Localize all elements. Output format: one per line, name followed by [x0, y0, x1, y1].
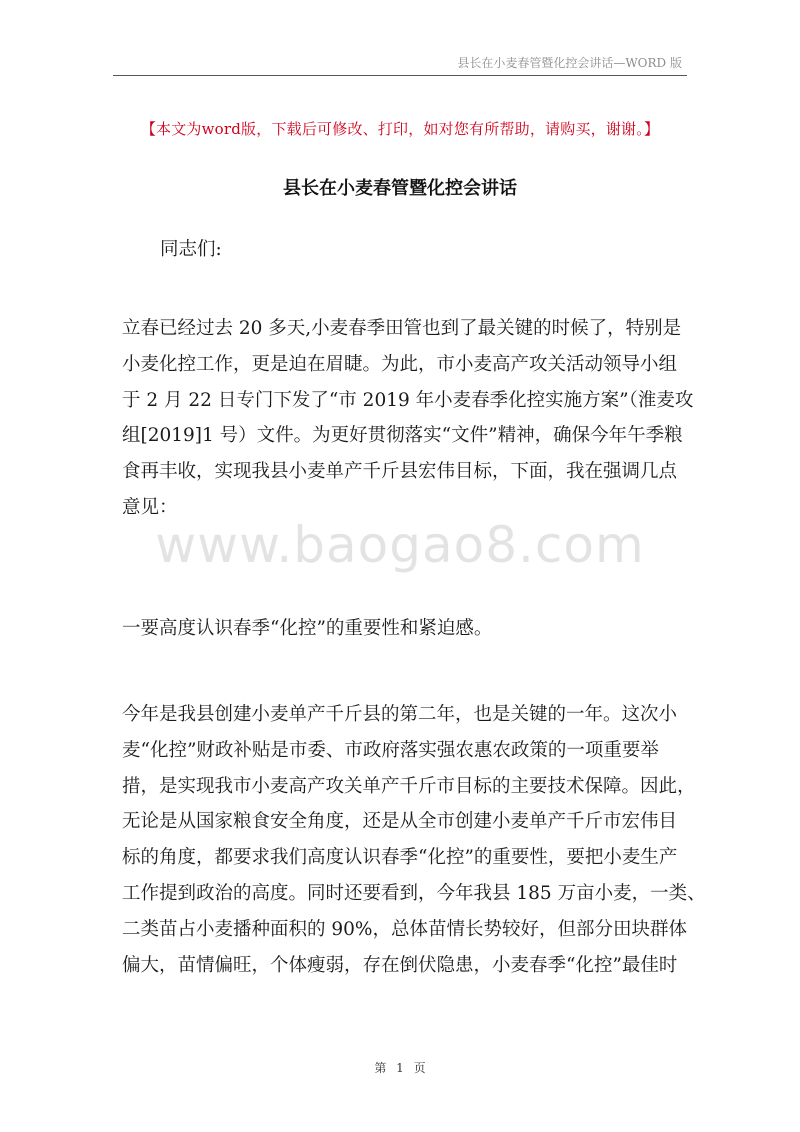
paragraph-1-line: 于 2 月 22 日专门下发了“市 2019 年小麦春季化控实施方案”（淮麦攻	[122, 389, 694, 411]
watermark: www.baogao8.com	[155, 516, 645, 574]
document-title: 县长在小麦春管暨化控会讲话	[283, 178, 517, 199]
paragraph-1-line: 小麦化控工作，更是迫在眉睫。为此，市小麦高产攻关活动领导小组	[122, 353, 678, 375]
paragraph-3-line: 二类苗占小麦播种面积的 90%，总体苗情长势较好，但部分田块群体	[122, 918, 688, 940]
paragraph-3-line: 麦“化控”财政补贴是市委、市政府落实强农惠农政策的一项重要举	[122, 739, 659, 761]
paragraph-1-line: 组[2019]1 号）文件。为更好贯彻落实“文件”精神，确保今年午季粮	[122, 425, 683, 447]
paragraph-3-line: 工作提到政治的高度。同时还要看到，今年我县 185 万亩小麦，一类、	[122, 882, 706, 904]
paragraph-1-line: 意见：	[122, 496, 178, 518]
paragraph-3-line: 标的角度，都要求我们高度认识春季“化控”的重要性，要把小麦生产	[122, 847, 678, 869]
paragraph-1-line: 食再丰收，实现我县小麦单产千斤县宏伟目标，下面，我在强调几点	[122, 461, 678, 483]
footer-suffix: 页	[413, 1061, 426, 1075]
page-footer	[0, 1059, 800, 1076]
paragraph-3	[122, 697, 706, 983]
running-header: 县长在小麦春管暨化控会讲话—WORD 版	[457, 56, 682, 70]
paragraph-3-line: 今年是我县创建小麦单产千斤县的第二年，也是关键的一年。这次小	[122, 704, 678, 725]
paragraph-2-heading: 一要高度认识春季“化控”的重要性和紧迫感。	[122, 618, 493, 639]
paragraph-1	[122, 311, 694, 526]
page-number: 1	[396, 1061, 404, 1075]
salutation: 同志们:	[160, 239, 222, 260]
footer-prefix: 第	[374, 1061, 387, 1075]
download-notice: 【本文为word版，下载后可修改、打印，如对您有所帮助，请购买，谢谢。】	[140, 120, 660, 138]
paragraph-3-line: 措，是实现我市小麦高产攻关单产千斤市目标的主要技术保障。因此，	[122, 775, 696, 797]
paragraph-3-line: 无论是从国家粮食安全角度，还是从全市创建小麦单产千斤市宏伟目	[122, 811, 678, 833]
paragraph-1-line: 立春已经过去 20 多天,小麦春季田管也到了最关键的时候了，特别是	[122, 318, 682, 339]
header-divider	[113, 75, 687, 76]
paragraph-3-line: 偏大，苗情偏旺，个体瘦弱，存在倒伏隐患，小麦春季“化控”最佳时	[122, 954, 678, 976]
